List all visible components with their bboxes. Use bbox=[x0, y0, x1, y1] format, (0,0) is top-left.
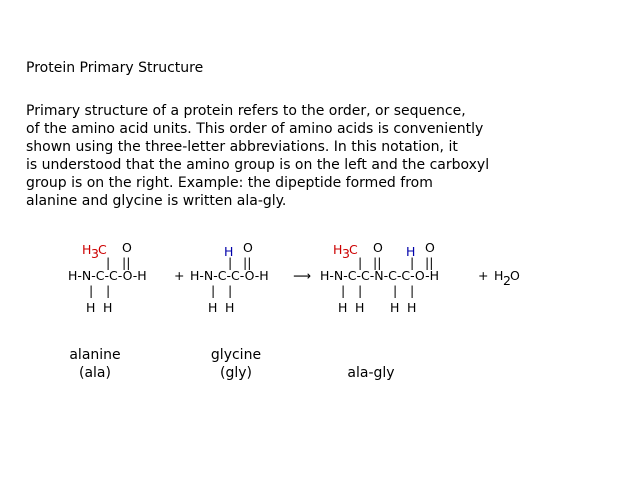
single-bond: | bbox=[358, 283, 363, 298]
amine-hydrogen: H bbox=[208, 300, 218, 315]
single-bond: | bbox=[106, 255, 111, 270]
paragraph-line: Primary structure of a protein refers to the order, or sequence, bbox=[26, 103, 466, 119]
carbonyl-oxygen: O bbox=[122, 240, 132, 255]
glycine-backbone: H-N-C-C-O-H bbox=[190, 268, 269, 283]
alanine-backbone: H-N-C-C-O-H bbox=[68, 268, 147, 283]
page-title: Protein Primary Structure bbox=[26, 60, 204, 76]
methyl-group-subscript: 3 bbox=[342, 246, 350, 261]
amine-hydrogen: H bbox=[338, 300, 348, 315]
single-bond: | bbox=[211, 283, 216, 298]
glycine-name: glycine bbox=[210, 347, 262, 363]
alanine-abbreviation: (ala) bbox=[79, 365, 111, 381]
amine-hydrogen: H bbox=[86, 300, 96, 315]
single-bond: | bbox=[228, 283, 233, 298]
single-bond: | bbox=[393, 283, 398, 298]
reaction-arrow: ⟶ bbox=[293, 268, 311, 283]
glycine-abbreviation: (gly) bbox=[220, 365, 252, 381]
single-bond: | bbox=[341, 283, 346, 298]
glycine-structure bbox=[190, 240, 269, 315]
glycine-side-chain-h: H bbox=[224, 244, 234, 259]
double-bond: || bbox=[373, 255, 382, 270]
paragraph-line: group is on the right. Example: the dipeptide formed from bbox=[26, 175, 433, 191]
dipeptide-backbone: H-N-C-C-N-C-C-O-H bbox=[320, 268, 440, 283]
methyl-group-c: C bbox=[98, 242, 107, 257]
water-h: H bbox=[494, 268, 504, 283]
paragraph-line: shown using the three-letter abbreviations. In this notation, it bbox=[26, 139, 458, 155]
paragraph-line: of the amino acid units. This order of amino acids is conveniently bbox=[26, 121, 484, 137]
dipeptide-caption: ala-gly bbox=[347, 365, 395, 381]
single-bond: | bbox=[410, 283, 415, 298]
double-bond: || bbox=[425, 255, 434, 270]
single-bond: | bbox=[358, 255, 363, 270]
carbonyl-oxygen: O bbox=[425, 240, 435, 255]
water-molecule bbox=[494, 268, 520, 288]
alanine-structure bbox=[68, 240, 147, 315]
alanine-name: alanine bbox=[69, 347, 121, 363]
methyl-group-h: H bbox=[82, 242, 92, 257]
alanine-caption bbox=[60, 346, 130, 382]
amide-hydrogen: H bbox=[390, 300, 400, 315]
paragraph-line: is understood that the amino group is on the left and the carboxyl bbox=[26, 157, 490, 173]
plus-sign: + bbox=[478, 268, 489, 283]
plus-sign: + bbox=[174, 268, 185, 283]
water-o: O bbox=[510, 268, 520, 283]
single-bond: | bbox=[410, 255, 415, 270]
alpha-hydrogen: H bbox=[103, 300, 113, 315]
glycine-caption bbox=[200, 346, 272, 382]
carbonyl-oxygen: O bbox=[373, 240, 383, 255]
water-subscript: 2 bbox=[503, 273, 511, 288]
double-bond: || bbox=[122, 255, 131, 270]
carbonyl-oxygen: O bbox=[243, 240, 253, 255]
single-bond: | bbox=[106, 283, 111, 298]
double-bond: || bbox=[243, 255, 252, 270]
reaction-equation bbox=[0, 230, 640, 320]
alpha-hydrogen: H bbox=[407, 300, 417, 315]
single-bond: | bbox=[228, 255, 233, 270]
paragraph-line: alanine and glycine is written ala-gly. bbox=[26, 193, 287, 209]
alpha-hydrogen: H bbox=[355, 300, 365, 315]
single-bond: | bbox=[89, 283, 94, 298]
methyl-group-c: C bbox=[349, 242, 358, 257]
dipeptide-structure bbox=[320, 240, 439, 315]
methyl-group-subscript: 3 bbox=[91, 246, 99, 261]
body-paragraph bbox=[26, 102, 626, 210]
methyl-group-h: H bbox=[333, 242, 343, 257]
alpha-hydrogen: H bbox=[225, 300, 235, 315]
glycine-side-chain-h: H bbox=[406, 244, 416, 259]
